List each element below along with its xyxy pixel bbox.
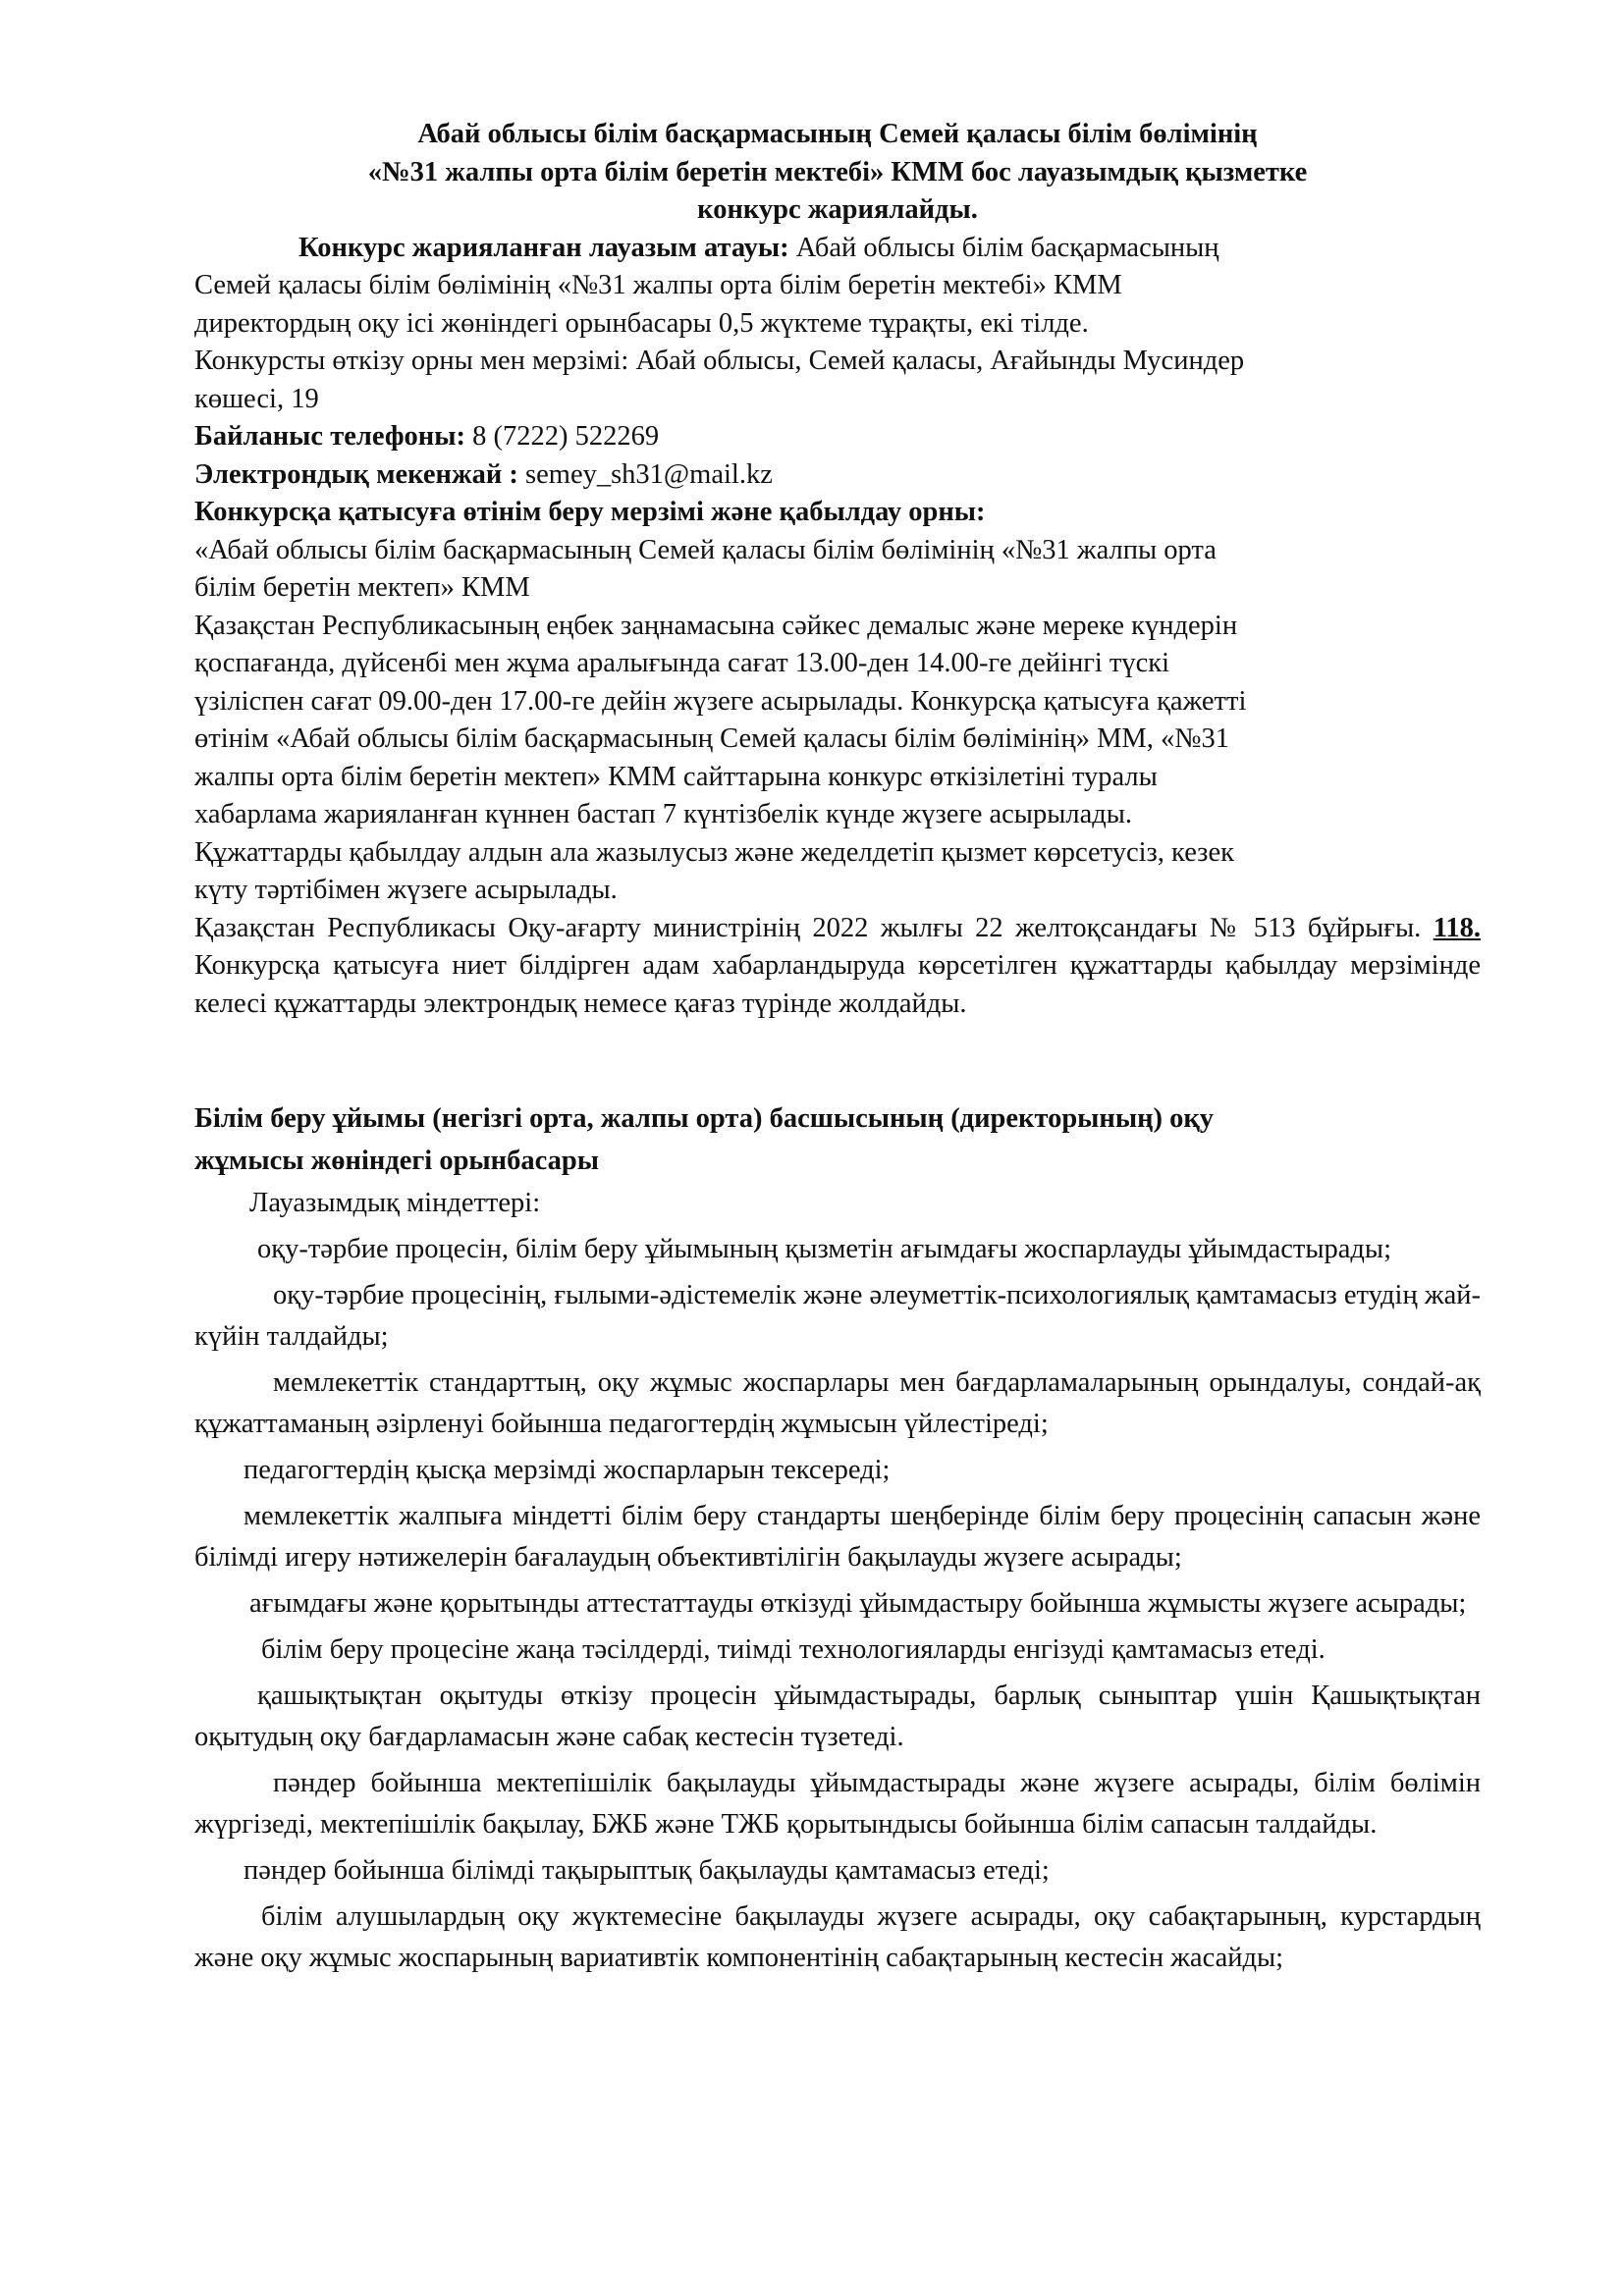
phone-label: Байланыс телефоны:: [194, 421, 465, 452]
duties-label: Лауазымдық міндеттері:: [249, 1188, 541, 1218]
application-org-line-2: білім беретін мектеп» КММ: [194, 572, 530, 603]
position-label: Конкурс жарияланған лауазым атауы:: [298, 232, 789, 263]
phone-line: [194, 418, 1481, 456]
schedule-line-3: үзіліспен сағат 09.00-ден 17.00-ге дейін жүзеге асырылады. Конкурсқа қатысуға қажетті: [194, 685, 1247, 717]
schedule-line-2: қоспағанда, дүйсенбі мен жұма аралығында сағат 13.00-ден 14.00-ге дейінгі түскі: [194, 648, 1170, 678]
venue-line-2: көшесі, 19: [194, 383, 319, 414]
venue-line-1: Конкурсты өткізу орны мен мерзімі: Абай облысы, Семей қаласы, Ағайынды Мусиндер: [194, 346, 1245, 376]
email-line: [194, 456, 1481, 495]
duty-item: мемлекеттік жалпыға міндетті білім беру стандарты шеңберінде білім беру процесінің сапасын және білімді игеру нәтижелерін бағалаудың объективтілігін бақылауды жүзеге асырады;: [194, 1501, 1481, 1573]
order-point-link[interactable]: 118.: [1433, 912, 1481, 943]
order-text-before: Қазақстан Республикасы Оқу-ағарту министрінің 2022 жылғы 22 желтоқсандағы № 513 бұйрығы.: [194, 912, 1434, 943]
email-value: semey_sh31@mail.kz: [517, 458, 773, 490]
duty-item: педагогтердің қысқа мерзімді жоспарларын тексереді;: [244, 1455, 891, 1485]
section-title-line-2: жұмысы жөніндегі орынбасары: [194, 1146, 599, 1176]
duties-section: [194, 1097, 1481, 1979]
section-title-line-1: Білім беру ұйымы (негізгі орта, жалпы орта) басшысының (директорының) оқу: [194, 1103, 1215, 1134]
application-org-line-1: «Абай облысы білім басқармасының Семей қаласы білім бөлімінің «№31 жалпы орта: [194, 534, 1217, 565]
schedule-line-4: өтінім «Абай облысы білім басқармасының Семей қаласы білім бөлімінің» ММ, «№31: [194, 723, 1229, 754]
schedule-line-6: хабарлама жарияланған күннен бастап 7 күнтізбелік күнде жүзеге асырылады.: [194, 799, 1133, 829]
duty-item: білім беру процесіне жаңа тәсілдерді, тиімді технологияларды енгізуді қамтамасыз етеді.: [261, 1634, 1326, 1665]
duty-item: пәндер бойынша мектепішілік бақылауды ұйымдастырады және жүзеге асырады, білім бөлімін жүргізеді, мектепішілік бақылау, БЖБ және ТЖБ қорытындысы бойынша білім сапасын талдайды.: [194, 1768, 1481, 1840]
email-label: Электрондық мекенжай :: [194, 458, 518, 490]
duty-item: ағымдағы және қорытынды аттестаттауды өткізуді ұйымдастыру бойынша жұмысты жүзеге асырады;: [249, 1588, 1467, 1619]
header-line-1: Абай облысы білім басқармасының Семей қаласы білім бөлімінің: [417, 119, 1258, 149]
schedule-line-1: Қазақстан Республикасының еңбек заңнамасына сәйкес демалыс және мереке күндерін: [194, 610, 1238, 641]
phone-value: 8 (7222) 522269: [464, 421, 660, 452]
duty-item: қашықтықтан оқытуды өткізу процесін ұйымдастырады, барлық сыныптар үшін Қашықтықтан оқытудың оқу бағдарламасын және сабақ кестесін түзетеді.: [194, 1681, 1481, 1752]
application-heading: Конкурсқа қатысуға өтінім беру мерзімі және қабылдау орны:: [194, 497, 986, 527]
position-text-first: Абай облысы білім басқармасының: [788, 232, 1219, 263]
queue-line-1: Құжаттарды қабылдау алдын ала жазылусыз және жеделдетіп қызмет көрсетусіз, кезек: [194, 836, 1234, 868]
duty-item: оқу-тәрбие процесінің, ғылыми-әдістемелік және әлеуметтік-психологиялық қамтамасыз етудің жай-күйін талдайды;: [194, 1280, 1481, 1352]
position-line-2: Семей қаласы білім бөлімінің «№31 жалпы орта білім беретін мектебі» КММ: [194, 270, 1122, 300]
header-line-2: «№31 жалпы орта білім беретін мектебі» КММ бос лауазымдық қызметке: [367, 156, 1308, 187]
duty-item: пәндер бойынша білімді тақырыптық бақылауды қамтамасыз етеді;: [244, 1855, 1050, 1886]
header-line-3: конкурс жариялайды.: [697, 194, 978, 225]
position-line-3: директордың оқу ісі жөніндегі орынбасары 0,5 жүктеме тұрақты, екі тілде.: [194, 307, 1089, 339]
document-page: [194, 116, 1481, 1979]
queue-line-2: күту тәртібімен жүзеге асырылады.: [194, 875, 618, 905]
order-text-after: Конкурсқа қатысуға ниет білдірген адам хабарландыруда көрсетілген құжаттарды қабылдау мерзімінде келесі құжаттарды электрондық немесе қағаз түрінде жолдайды.: [194, 950, 1481, 1019]
schedule-line-5: жалпы орта білім беретін мектеп» КММ сайттарына конкурс өткізілетіні туралы: [194, 761, 1158, 792]
duty-item: оқу-тәрбие процесін, білім беру ұйымының қызметін ағымдағы жоспарлауды ұйымдастырады;: [257, 1234, 1392, 1264]
position-paragraph: [194, 230, 1481, 268]
duty-item: мемлекеттік стандарттың, оқу жұмыс жоспарлары мен бағдарламаларының орындалуы, сондай-ақ құжаттаманың әзірленуі бойынша педагогтердің жұмысын үйлестіреді;: [194, 1367, 1481, 1439]
duty-item: білім алушылардың оқу жүктемесіне бақылауды жүзеге асырады, оқу сабақтарының, курстардың және оқу жұмыс жоспарының вариативтік компонентінің сабақтарының кестесін жасайды;: [194, 1901, 1481, 1973]
order-paragraph: [194, 910, 1481, 1024]
